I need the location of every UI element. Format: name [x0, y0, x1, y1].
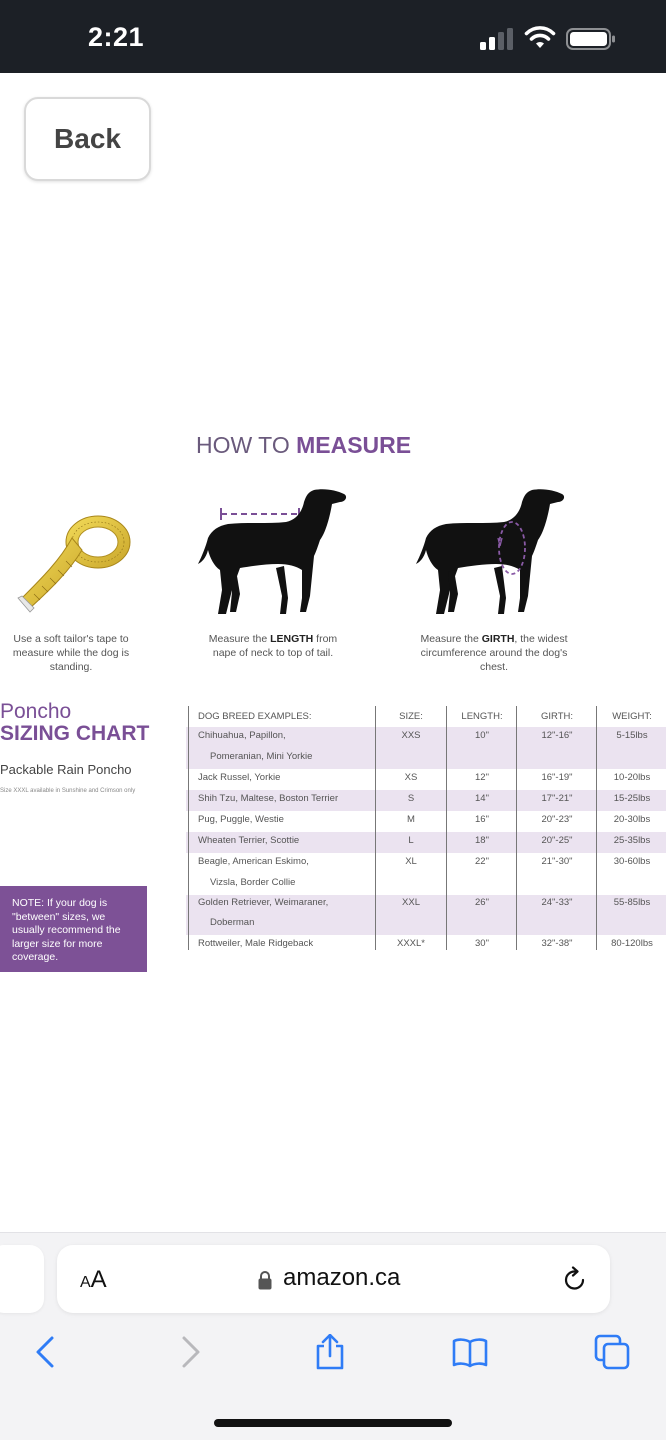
- length-cell: 12": [475, 772, 489, 783]
- size-cell: XXS: [401, 730, 421, 741]
- size-cell: S: [407, 793, 415, 804]
- table-row: [186, 725, 666, 767]
- length-cell: 22": [475, 856, 489, 867]
- weight-cell: 10-20lbs: [613, 772, 651, 783]
- size-cell: XS: [404, 772, 418, 783]
- length-cell: 16": [475, 814, 489, 825]
- breed-cell: Pug, Puggle, Westie: [198, 814, 284, 825]
- lock-icon: [258, 1270, 272, 1290]
- size-cell: XXXL*: [397, 938, 425, 949]
- weight-cell: 20-30lbs: [613, 814, 651, 825]
- girth-cell: 12"-16": [541, 730, 573, 741]
- status-time: 2:21: [88, 22, 145, 52]
- header-weight: WEIGHT:: [612, 711, 652, 722]
- breed-cell-line2: Doberman: [210, 917, 255, 928]
- weight-cell: 55-85lbs: [613, 897, 651, 908]
- caption-girth-bold: GIRTH: [481, 633, 515, 645]
- wifi-icon: [524, 24, 556, 50]
- breed-cell: Golden Retriever, Weimaraner,: [198, 897, 329, 908]
- back-arrow-icon[interactable]: [28, 1334, 64, 1370]
- header-size: SIZE:: [399, 711, 423, 722]
- table-divider: [446, 706, 447, 950]
- table-row: [186, 788, 666, 809]
- caption-girth: [410, 632, 578, 674]
- reader-settings-button[interactable]: AA: [80, 1266, 107, 1293]
- caption-length-pre: Measure the: [208, 633, 271, 645]
- battery-icon: [566, 28, 616, 50]
- caption-length-bold: LENGTH: [270, 633, 314, 645]
- girth-cell: 24"-33": [541, 897, 573, 908]
- girth-cell: 16"-19": [541, 772, 573, 783]
- table-row: [186, 933, 666, 954]
- packable-subtitle: Packable Rain Poncho: [0, 762, 132, 777]
- sizing-note: NOTE: If your dog is "between" sizes, we usually recommend the larger size for more coverage.: [0, 886, 147, 972]
- breed-cell-line2: Pomeranian, Mini Yorkie: [210, 751, 313, 762]
- size-cell: M: [407, 814, 415, 825]
- table-row: [186, 851, 666, 893]
- table-divider: [188, 706, 189, 950]
- breed-cell: Beagle, American Eskimo,: [198, 856, 309, 867]
- breed-cell: Chihuahua, Papillon,: [198, 730, 286, 741]
- bookmarks-icon[interactable]: [452, 1334, 488, 1370]
- header-girth: GIRTH:: [540, 711, 574, 722]
- home-indicator: [214, 1419, 452, 1427]
- size-cell: XL: [405, 856, 417, 867]
- weight-cell: 5-15lbs: [616, 730, 648, 741]
- table-divider: [375, 706, 376, 950]
- url-text[interactable]: amazon.ca: [283, 1264, 401, 1291]
- weight-cell: 25-35lbs: [613, 835, 651, 846]
- breed-cell: Shih Tzu, Maltese, Boston Terrier: [198, 793, 339, 804]
- girth-cell: 32"-38": [541, 938, 573, 949]
- poncho-label: Poncho: [0, 700, 72, 723]
- reload-icon[interactable]: [562, 1266, 588, 1294]
- caption-tape: Use a soft tailor's tape to measure while the dog is standing.: [12, 633, 130, 673]
- breed-cell-line2: Vizsla, Border Collie: [210, 877, 296, 888]
- table-row: [186, 767, 666, 788]
- measuring-tape-image: [12, 500, 136, 618]
- table-divider: [516, 706, 517, 950]
- table-row: [186, 830, 666, 851]
- length-cell: 14": [475, 793, 489, 804]
- sizing-chart-title: SIZING CHART: [0, 722, 150, 745]
- dog-length-illustration: [196, 486, 352, 626]
- girth-cell: 21"-30": [541, 856, 573, 867]
- girth-cell: 20"-25": [541, 835, 573, 846]
- dog-girth-illustration: [414, 486, 574, 626]
- header-length: LENGTH:: [461, 711, 503, 722]
- previous-tab-preview[interactable]: [0, 1245, 44, 1313]
- length-cell: 18": [475, 835, 489, 846]
- length-cell: 10": [475, 730, 489, 741]
- weight-cell: 15-25lbs: [613, 793, 651, 804]
- caption-girth-post: , the widest circumference around the dog's chest.: [420, 633, 568, 673]
- weight-cell: 30-60lbs: [613, 856, 651, 867]
- sizing-table: [186, 706, 666, 950]
- length-cell: 26": [475, 897, 489, 908]
- caption-girth-pre: Measure the: [420, 633, 482, 645]
- header-breed: DOG BREED EXAMPLES:: [198, 711, 312, 722]
- breed-cell: Jack Russel, Yorkie: [198, 772, 281, 783]
- measure-title-light: HOW TO: [196, 432, 297, 458]
- table-row: [186, 809, 666, 830]
- size-fineprint: Size XXXL available in Sunshine and Crimson only: [0, 788, 136, 794]
- length-cell: 30": [475, 938, 489, 949]
- share-icon[interactable]: [312, 1334, 348, 1370]
- breed-cell: Wheaten Terrier, Scottie: [198, 835, 300, 846]
- size-cell: XXL: [402, 897, 420, 908]
- caption-length-post: from nape of neck to top of tail.: [212, 633, 338, 659]
- girth-cell: 17"-21": [541, 793, 573, 804]
- caption-length: [196, 632, 350, 660]
- tabs-icon[interactable]: [594, 1334, 630, 1370]
- forward-arrow-icon[interactable]: [172, 1334, 208, 1370]
- back-button[interactable]: Back: [24, 97, 151, 181]
- table-divider: [596, 706, 597, 950]
- table-row: [186, 892, 666, 934]
- cellular-signal-icon: [480, 28, 514, 50]
- breed-cell: Rottweiler, Male Ridgeback: [198, 938, 314, 949]
- weight-cell: 80-120lbs: [611, 938, 653, 949]
- status-bar: [0, 0, 666, 73]
- measure-title: [196, 432, 411, 459]
- girth-cell: 20"-23": [541, 814, 573, 825]
- table-header-row: [186, 706, 666, 727]
- measure-title-bold: MEASURE: [296, 432, 412, 458]
- size-cell: L: [408, 835, 414, 846]
